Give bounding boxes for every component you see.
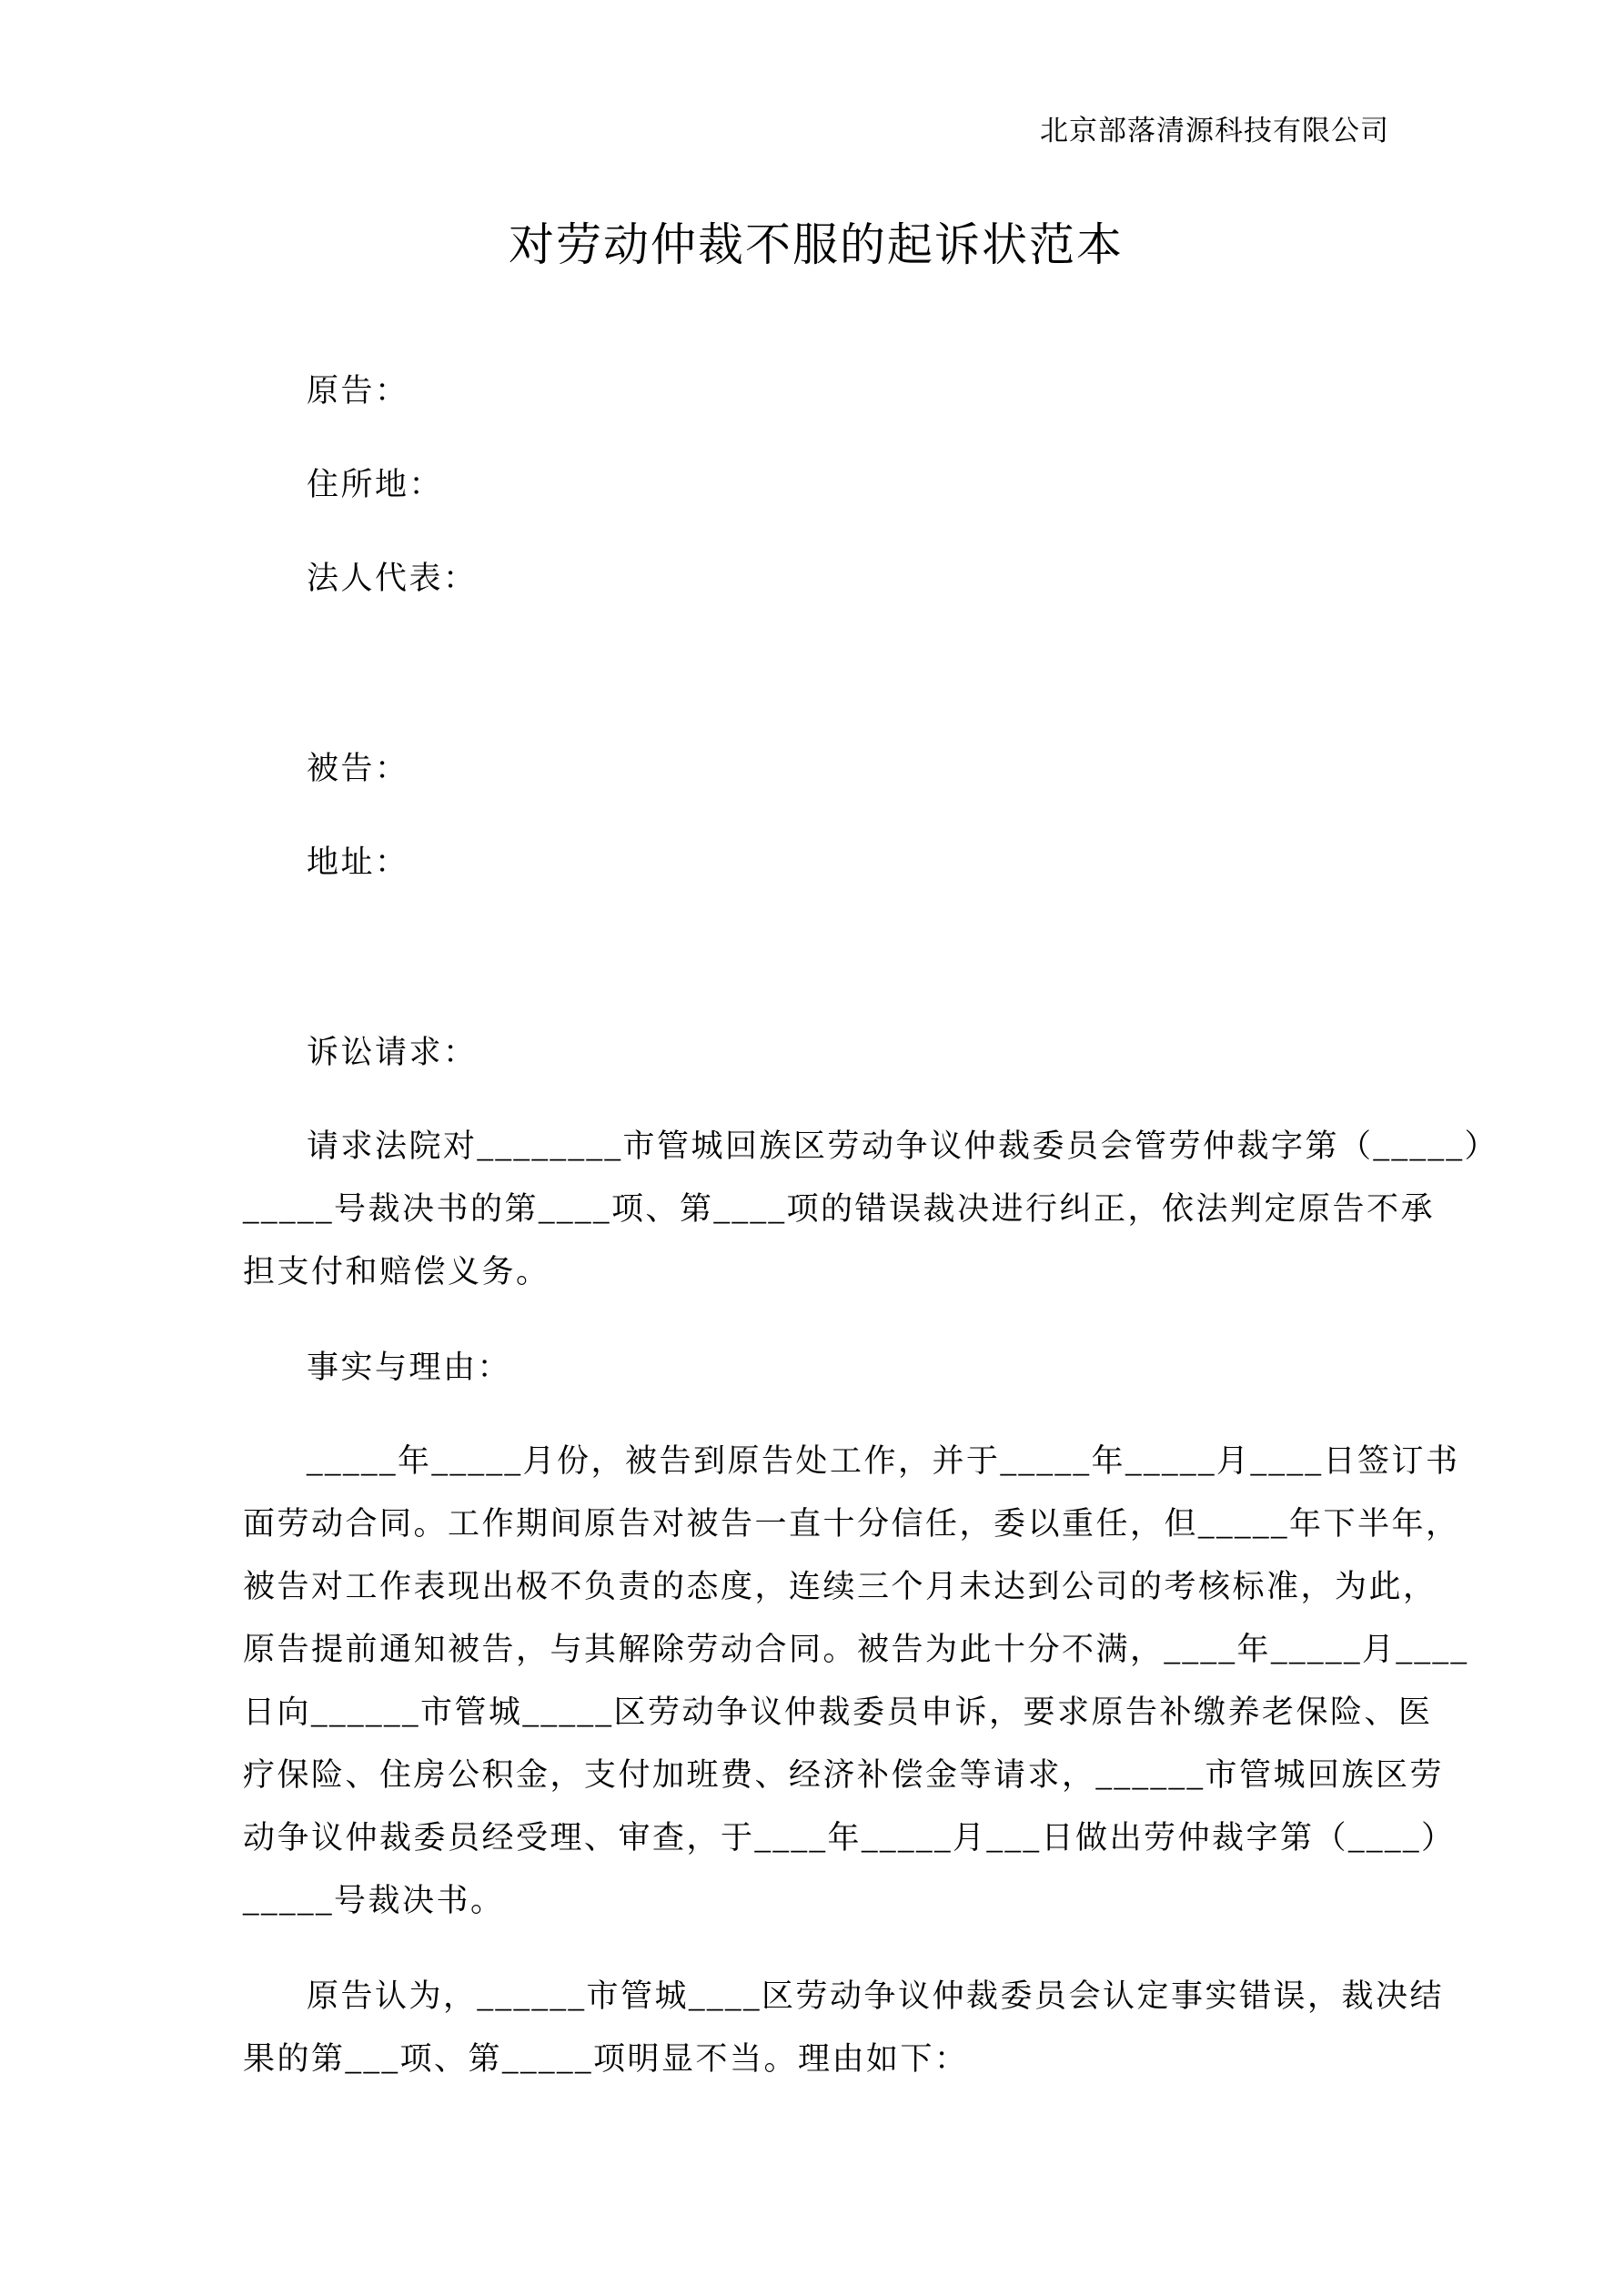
facts-paragraph-line: 疗保险、住房公积金，支付加班费、经济补偿金等请求，______市管城回族区劳 [243, 1757, 1445, 1793]
facts-paragraph-line: 面劳动合同。工作期间原告对被告一直十分信任，委以重任，但_____年下半年， [243, 1506, 1460, 1542]
legal-representative-label: 法人代表： [307, 561, 478, 596]
facts-reasons-heading: 事实与理由： [307, 1350, 512, 1385]
facts-paragraph-line: 原告提前通知被告，与其解除劳动合同。被告为此十分不满，____年_____月____ [243, 1632, 1469, 1667]
defendant-label: 被告： [307, 751, 409, 786]
company-name: 北京部落清源科技有限公司 [1040, 115, 1389, 147]
plaintiff-label: 原告： [307, 373, 409, 409]
opinion-paragraph [243, 1965, 1445, 2090]
claims-paragraph [243, 1115, 1499, 1303]
facts-paragraph-line: 日向______市管城_____区劳动争议仲裁委员申诉，要求原告补缴养老保险、医 [243, 1694, 1433, 1730]
facts-paragraph-line: _____年_____月份，被告到原告处工作，并于_____年_____月____日签订书 [307, 1443, 1460, 1479]
domicile-label: 住所地： [307, 467, 444, 502]
facts-paragraph-line: _____号裁决书。 [243, 1883, 505, 1918]
address-label: 地址： [307, 845, 409, 880]
document-title: 对劳动仲裁不服的起诉状范本 [509, 219, 1124, 270]
facts-paragraph-line: 被告对工作表现出极不负责的态度，连续三个月未达到公司的考核标准，为此， [243, 1569, 1437, 1604]
opinion-paragraph-line: 果的第___项、第_____项明显不当。理由如下： [243, 2041, 969, 2077]
facts-paragraph-line: 动争议仲裁委员经受理、审查，于____年_____月___日做出劳仲裁字第（____） [243, 1820, 1456, 1856]
opinion-paragraph-line: 原告认为，______市管城____区劳动争议仲裁委员会认定事实错误，裁决结 [307, 1978, 1445, 2014]
claims-paragraph-line: 请求法院对________市管城回族区劳动争议仲裁委员会管劳仲裁字第（_____） [307, 1128, 1499, 1164]
claims-paragraph-line: _____号裁决书的第____项、第____项的错误裁决进行纠正，依法判定原告不承 [243, 1191, 1436, 1227]
facts-paragraph [243, 1430, 1469, 1932]
claims-paragraph-line: 担支付和赔偿义务。 [243, 1254, 550, 1290]
claims-heading: 诉讼请求： [307, 1035, 478, 1070]
document-body [243, 359, 1499, 2090]
